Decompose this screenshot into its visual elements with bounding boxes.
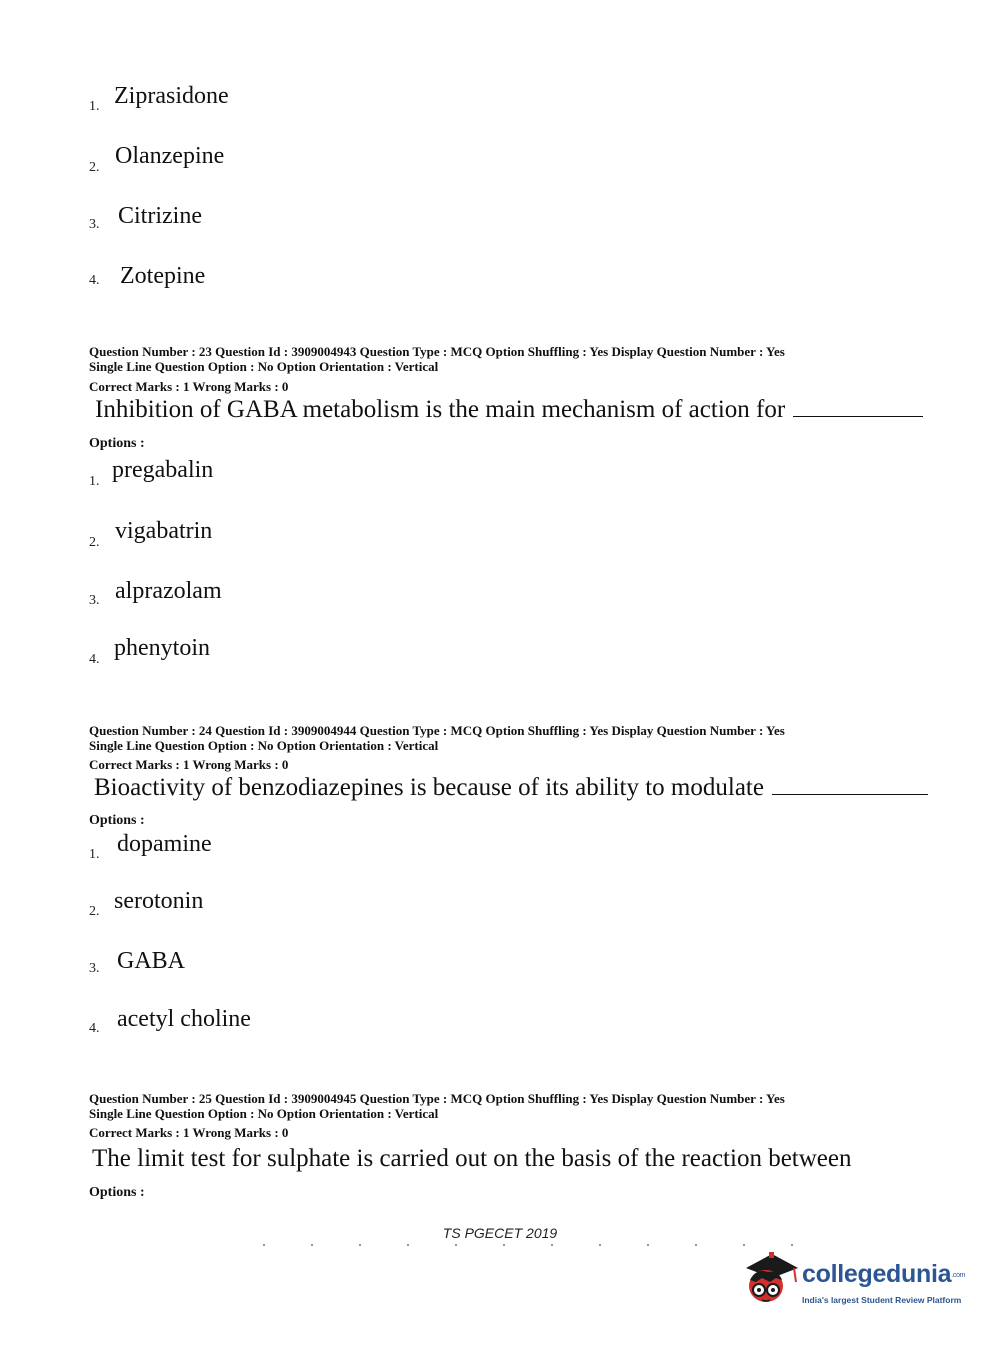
question-marks: Correct Marks : 1 Wrong Marks : 0: [89, 757, 289, 772]
graduate-mascot-icon: [742, 1248, 800, 1312]
question-text: Inhibition of GABA metabolism is the main mechanism of action for: [95, 396, 923, 424]
answer-blank: [793, 396, 923, 417]
option-number: 2.: [89, 160, 100, 175]
option-number: 3.: [89, 217, 100, 232]
options-label: Options :: [89, 436, 145, 451]
option-text: acetyl choline: [117, 1006, 251, 1032]
exam-footer: TS PGECET 2019: [442, 1225, 558, 1241]
brand-tagline: India's largest Student Review Platform: [802, 1295, 962, 1305]
option-number: 4.: [89, 652, 100, 667]
question-meta: Question Number : 23 Question Id : 3909004943 Question Type : MCQ Option Shuffling : Yes Display Question Number : Yes: [89, 344, 785, 359]
option-text: Citrizine: [118, 203, 202, 229]
option-text: alprazolam: [115, 578, 222, 604]
option-text: Ziprasidone: [114, 83, 229, 109]
option-text: dopamine: [117, 831, 212, 857]
collegedunia-logo: [742, 1248, 972, 1318]
answer-blank: [772, 774, 928, 795]
option-text: pregabalin: [112, 457, 214, 483]
dotted-divider: [240, 1244, 820, 1246]
options-label: Options :: [89, 813, 145, 828]
question-meta: Question Number : 25 Question Id : 3909004945 Question Type : MCQ Option Shuffling : Yes Display Question Number : Yes: [89, 1091, 785, 1106]
option-number: 4.: [89, 273, 100, 288]
options-label: Options :: [89, 1185, 145, 1200]
question-meta: Single Line Question Option : No Option Orientation : Vertical: [89, 1106, 439, 1121]
option-text: phenytoin: [114, 635, 210, 661]
option-text: serotonin: [114, 888, 204, 914]
option-number: 4.: [89, 1021, 100, 1036]
option-number: 1.: [89, 99, 100, 114]
option-text: Olanzepine: [115, 143, 225, 169]
question-meta: Single Line Question Option : No Option Orientation : Vertical: [89, 359, 439, 374]
question-marks: Correct Marks : 1 Wrong Marks : 0: [89, 379, 289, 394]
option-number: 3.: [89, 593, 100, 608]
brand-name: collegedunia.com: [802, 1260, 966, 1288]
question-text: The limit test for sulphate is carried out on the basis of the reaction between: [92, 1145, 852, 1172]
option-text: GABA: [117, 948, 186, 974]
option-number: 1.: [89, 847, 100, 862]
question-meta: Question Number : 24 Question Id : 3909004944 Question Type : MCQ Option Shuffling : Yes Display Question Number : Yes: [89, 723, 785, 738]
option-number: 2.: [89, 904, 100, 919]
option-number: 3.: [89, 961, 100, 976]
question-marks: Correct Marks : 1 Wrong Marks : 0: [89, 1125, 289, 1140]
question-meta: Single Line Question Option : No Option Orientation : Vertical: [89, 738, 439, 753]
option-text: vigabatrin: [115, 518, 213, 544]
option-text: Zotepine: [120, 263, 206, 289]
option-number: 1.: [89, 474, 100, 489]
option-number: 2.: [89, 535, 100, 550]
question-text: Bioactivity of benzodiazepines is because of its ability to modulate: [94, 774, 928, 802]
